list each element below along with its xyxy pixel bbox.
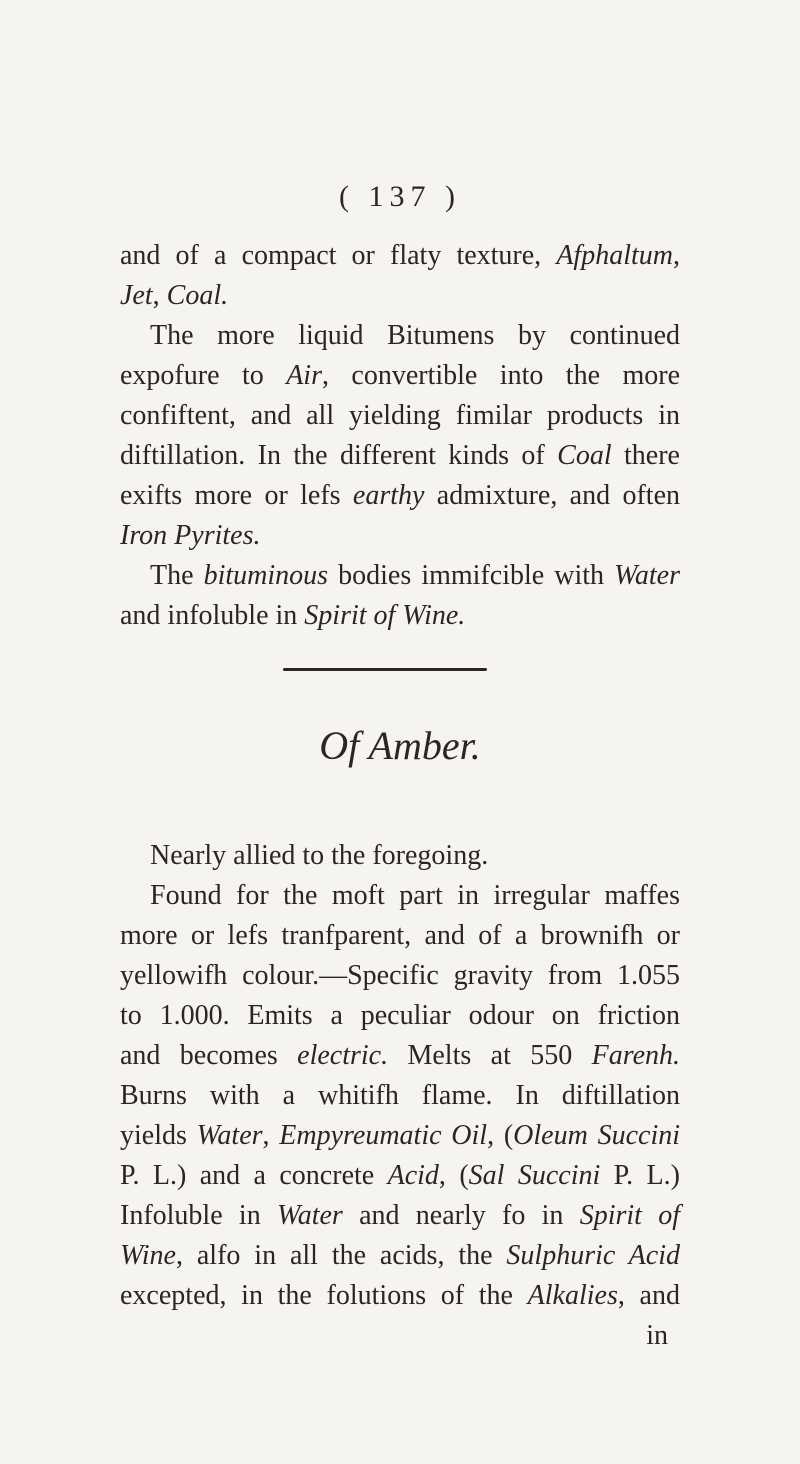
text-line (120, 356, 680, 396)
text-run: Melts at 550 (388, 1040, 592, 1071)
text-run: , (673, 240, 680, 271)
text-run: more or lefs tranfparent, and of a brownifh or (120, 920, 680, 951)
italic-run: Water (276, 1200, 343, 1231)
text-line (120, 396, 680, 436)
text-run: exifts more or lefs (120, 480, 353, 511)
italic-run: Spirit of Wine. (304, 600, 466, 631)
text-run: , (152, 280, 167, 311)
text-run: yields (120, 1120, 197, 1151)
text-run: , (262, 1120, 280, 1151)
text-line (120, 1116, 680, 1156)
text-run: and nearly fo in (342, 1200, 580, 1231)
italic-run: Coal. (166, 280, 229, 311)
text-line (120, 1156, 680, 1196)
text-run: P. L.) (600, 1160, 680, 1191)
text-line (120, 556, 680, 596)
text-run: Nearly allied to the foregoing. (150, 840, 489, 871)
italic-run: Empyreumatic Oil (279, 1120, 488, 1151)
paragraph-bitumens (120, 236, 680, 636)
text-line (120, 1036, 680, 1076)
text-line (120, 276, 680, 316)
text-run: , and (617, 1280, 680, 1311)
text-run: , convertible into the more (321, 360, 680, 391)
text-run: and infoluble in (120, 600, 305, 631)
text-run: , alfo in all the acids, the (176, 1240, 507, 1271)
text-run: P. L.) and a concrete (120, 1160, 388, 1191)
text-run: Burns with a whitifh flame. In diftillation (120, 1080, 680, 1111)
italic-run: Acid (387, 1160, 439, 1191)
section-title: Of Amber. (319, 723, 481, 768)
text-line (120, 956, 680, 996)
paragraph-amber (120, 836, 680, 1356)
text-line (120, 516, 680, 556)
text-run: there (611, 440, 680, 471)
text-run: Found for the moft part in irregular maffes (150, 880, 680, 911)
section-divider (283, 668, 487, 671)
text-run: The more liquid Bitumens by continued (150, 320, 680, 351)
italic-run: Spirit of (579, 1200, 680, 1231)
text-run: bodies immifcible with (328, 560, 615, 591)
text-line (120, 236, 680, 276)
italic-run: Water (196, 1120, 263, 1151)
italic-run: Jet (120, 280, 153, 311)
italic-run: Iron Pyrites. (120, 520, 261, 551)
text-line (120, 876, 680, 916)
text-run: diftillation. In the different kinds of (120, 440, 558, 471)
text-run: and becomes (120, 1040, 298, 1071)
text-run: , ( (487, 1120, 514, 1151)
italic-run: Sulphuric Acid (506, 1240, 680, 1271)
text-run: and of a compact or flaty texture, (120, 240, 557, 271)
text-run: to 1.000. Emits a peculiar odour on friction (120, 1000, 680, 1031)
text-run: yellowifh colour.—Specific gravity from 1.055 (120, 960, 680, 991)
italic-run: Wine (120, 1240, 176, 1271)
italic-run: bituminous (203, 560, 329, 591)
text-run: , ( (438, 1160, 469, 1191)
italic-run: Water (614, 560, 680, 591)
text-line (120, 316, 680, 356)
text-run: excepted, in the folutions of the (120, 1280, 528, 1311)
page-number: ( 137 ) (339, 180, 461, 213)
italic-run: earthy (352, 480, 425, 511)
italic-run: Air (286, 360, 322, 391)
text-line (120, 596, 680, 636)
text-run: Infoluble in (120, 1200, 277, 1231)
text-line (120, 436, 680, 476)
text-line (120, 836, 680, 876)
text-line (120, 1276, 680, 1316)
catchword: in (646, 1320, 668, 1351)
text-line (120, 916, 680, 956)
italic-run: Alkalies (527, 1280, 618, 1311)
italic-run: electric. (297, 1040, 389, 1071)
italic-run: Oleum Succini (513, 1120, 680, 1151)
text-line (120, 1236, 680, 1276)
text-run: confiftent, and all yielding fimilar products in (120, 400, 680, 431)
italic-run: Farenh. (591, 1040, 680, 1071)
text-line (120, 1196, 680, 1236)
italic-run: Coal (557, 440, 612, 471)
text-run: admixture, and often (424, 480, 680, 511)
text-run: The (150, 560, 204, 591)
text-run: expofure to (120, 360, 287, 391)
italic-run: Sal Succini (468, 1160, 601, 1191)
text-line (120, 476, 680, 516)
italic-run: Afphaltum (556, 240, 673, 271)
text-line (120, 1076, 680, 1116)
text-line (120, 996, 680, 1036)
